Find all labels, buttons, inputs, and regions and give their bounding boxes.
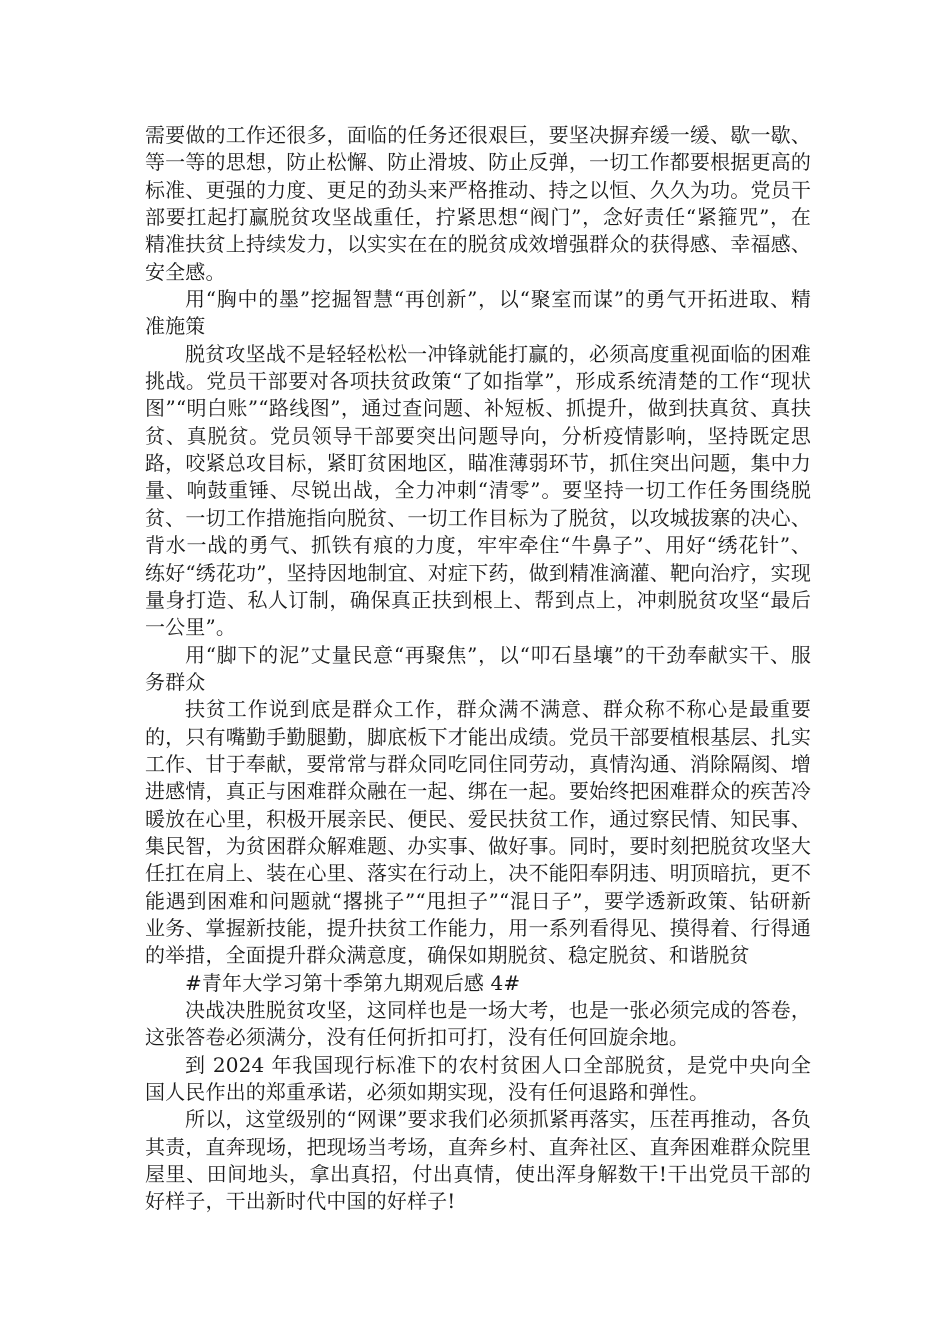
paragraph-2024-promise: 到 2024 年我国现行标准下的农村贫困人口全部脱贫，是党中央向全国人民作出的郑重承诺，必须如期实现，没有任何退路和弹性。 bbox=[145, 1052, 811, 1105]
paragraph-big-exam: 决战决胜脱贫攻坚，这同样也是一场大考，也是一张必须完成的答卷，这张答卷必须满分，没有任何折扣可打，没有任何回旋余地。 bbox=[145, 998, 811, 1050]
paragraph-continuation: 需要做的工作还很多，面临的任务还很艰巨，要坚决摒弃缓一缓、歇一歇、等一等的思想，防止松懈、防止滑坡、防止反弹，一切工作都要根据更高的标准、更强的力度、更足的劲头来严格推动、持之以恒、久久为功。党员干部要扛起打赢脱贫攻坚战重任，拧紧思想“阀门”，念好责任“紧箍咒”，在精准扶贫上持续发力，以实实在在的脱贫成效增强群众的获得感、幸福感、安全感。 bbox=[145, 123, 811, 284]
section-heading-innovation: 用“胸中的墨”挖掘智慧“再创新”，以“聚室而谋”的勇气开拓进取、精准施策 bbox=[145, 287, 811, 339]
section-heading-public-opinion: 用“脚下的泥”丈量民意“再聚焦”，以“叩石垦壤”的干劲奉献实干、服务群众 bbox=[145, 642, 811, 694]
paragraph-online-class: 所以，这堂级别的“网课”要求我们必须抓紧再落实，压茬再推动，各负其责，直奔现场，把现场当考场，直奔乡村、直奔社区、直奔困难群众院里屋里、田间地头，拿出真招，付出真情，使出浑身解数干!干出党员干部的好样子，干出新时代中国的好样子! bbox=[145, 1107, 811, 1214]
paragraph-mass-work: 扶贫工作说到底是群众工作，群众满不满意、群众称不称心是最重要的，只有嘴勤手勤腿勤，脚底板下才能出成绩。党员干部要植根基层、扎实工作、甘于奉献，要常常与群众同吃同住同劳动，真情沟通、消除隔阂、增进感情，真正与困难群众融在一起、绑在一起。要始终把困难群众的疾苦冷暖放在心里，积极开展亲民、便民、爱民扶贫工作，通过察民情、知民事、集民智，为贫困群众解难题、办实事、做好事。同时，要时刻把脱贫攻坚大任扛在肩上、装在心里、落实在行动上，决不能阳奉阴违、明顶暗抗，更不能遇到困难和问题就“撂挑子”“甩担子”“混日子”，要学透新政策、钻研新业务、掌握新技能，提升扶贫工作能力，用一系列看得见、摸得着、行得通的举措，全面提升群众满意度，确保如期脱贫、稳定脱贫、和谐脱贫 bbox=[145, 697, 811, 968]
paragraph-poverty-battle: 脱贫攻坚战不是轻轻松松一冲锋就能打赢的，必须高度重视面临的困难挑战。党员干部要对各项扶贫政策“了如指掌”，形成系统清楚的工作“现状图”“明白账”“路线图”，通过查问题、补短板、抓提升，做到扶真贫、真扶贫、真脱贫。党员领导干部要突出问题导向，分析疫情影响，坚持既定思路，咬紧总攻目标，紧盯贫困地区，瞄准薄弱环节，抓住突出问题，集中力量、响鼓重锤、尽锐出战，全力冲刺“清零”。要坚持一切工作任务围绕脱贫、一切工作措施指向脱贫、一切工作目标为了脱贫，以攻城拔寨的决心、背水一战的勇气、抓铁有痕的力度，牢牢牵住“牛鼻子”、用好“绣花针”、练好“绣花功”，坚持因地制宜、对症下药，做到精准滴灌、靶向治疗，实现量身打造、私人订制，确保真正扶到根上、帮到点上，冲刺脱贫攻坚“最后一公里”。 bbox=[145, 341, 811, 640]
document-page bbox=[145, 122, 811, 1216]
article-heading-4: #青年大学习第十季第九期观后感 4# bbox=[185, 970, 521, 995]
